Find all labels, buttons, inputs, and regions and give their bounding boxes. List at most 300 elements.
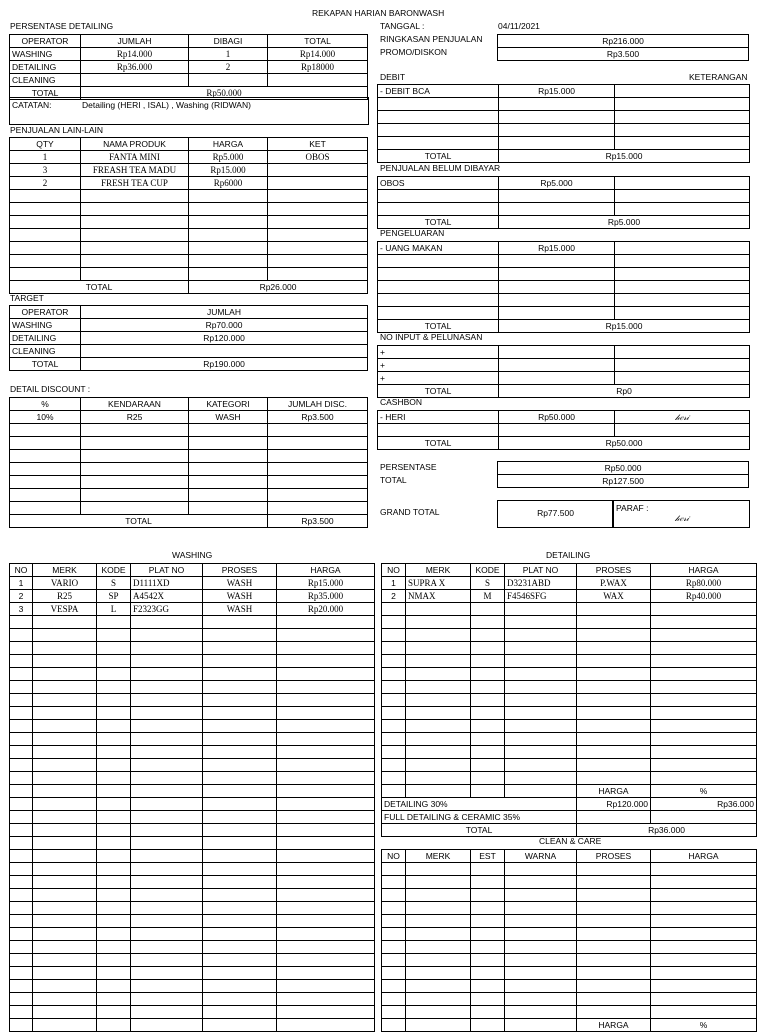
empty-cell bbox=[382, 655, 406, 668]
empty-cell bbox=[615, 124, 750, 137]
empty-cell bbox=[651, 967, 757, 980]
summary-row bbox=[382, 811, 757, 824]
cell: WASH bbox=[203, 590, 277, 603]
empty-row bbox=[10, 255, 368, 268]
cell bbox=[189, 74, 268, 87]
empty-cell bbox=[406, 889, 471, 902]
empty-row bbox=[10, 759, 375, 772]
header-cell: KATEGORI bbox=[189, 398, 268, 411]
grand-total-value: Rp77.500 bbox=[537, 508, 574, 518]
cell bbox=[81, 345, 368, 358]
empty-cell bbox=[97, 876, 131, 889]
empty-cell bbox=[382, 967, 406, 980]
empty-row bbox=[10, 811, 375, 824]
cell bbox=[378, 424, 499, 437]
empty-cell bbox=[615, 294, 750, 307]
input-heading: NO INPUT & PELUNASAN bbox=[380, 332, 483, 342]
empty-cell bbox=[10, 242, 81, 255]
table-row bbox=[378, 85, 750, 98]
empty-cell bbox=[131, 785, 203, 798]
total-label: TOTAL bbox=[378, 437, 499, 450]
empty-cell bbox=[471, 967, 505, 980]
empty-cell bbox=[97, 642, 131, 655]
empty-cell bbox=[277, 616, 375, 629]
empty-cell bbox=[203, 1019, 277, 1032]
empty-cell bbox=[378, 124, 499, 137]
header-cell: MERK bbox=[406, 564, 471, 577]
empty-cell bbox=[577, 681, 651, 694]
empty-row bbox=[10, 642, 375, 655]
empty-cell bbox=[97, 772, 131, 785]
empty-cell bbox=[189, 437, 268, 450]
cell bbox=[499, 359, 615, 372]
grand-total-label: GRAND TOTAL bbox=[380, 507, 440, 517]
empty-cell bbox=[97, 733, 131, 746]
header-cell: DIBAGI bbox=[189, 35, 268, 48]
empty-cell bbox=[10, 616, 33, 629]
empty-cell bbox=[651, 642, 757, 655]
empty-cell bbox=[33, 772, 97, 785]
empty-cell bbox=[651, 863, 757, 876]
empty-cell bbox=[615, 307, 750, 320]
table-row bbox=[10, 61, 368, 74]
empty-cell bbox=[131, 850, 203, 863]
empty-cell bbox=[651, 629, 757, 642]
empty-cell bbox=[382, 902, 406, 915]
empty-cell bbox=[203, 759, 277, 772]
empty-cell bbox=[10, 450, 81, 463]
header-cell: OPERATOR bbox=[10, 306, 81, 319]
header-cell: KET bbox=[268, 138, 368, 151]
empty-cell bbox=[97, 967, 131, 980]
empty-cell bbox=[97, 798, 131, 811]
total-label: TOTAL bbox=[378, 150, 499, 163]
empty-row bbox=[10, 824, 375, 837]
header-cell: HARGA bbox=[277, 564, 375, 577]
empty-cell bbox=[33, 824, 97, 837]
empty-cell bbox=[131, 993, 203, 1006]
cell bbox=[268, 177, 368, 190]
empty-cell bbox=[33, 629, 97, 642]
empty-cell bbox=[499, 268, 615, 281]
empty-cell bbox=[471, 915, 505, 928]
total-value: Rp50.000 bbox=[81, 87, 368, 100]
empty-cell bbox=[505, 759, 577, 772]
cell: Rp15.000 bbox=[499, 242, 615, 255]
empty-cell bbox=[81, 268, 189, 281]
empty-cell bbox=[203, 915, 277, 928]
empty-cell bbox=[382, 1006, 406, 1019]
empty-rows bbox=[10, 190, 368, 281]
empty-cell bbox=[651, 655, 757, 668]
empty-cell bbox=[382, 720, 406, 733]
total-value: Rp0 bbox=[499, 385, 750, 398]
empty-cell bbox=[131, 824, 203, 837]
cashbon-table bbox=[377, 410, 750, 450]
empty-cell bbox=[33, 928, 97, 941]
empty-row bbox=[378, 190, 750, 203]
empty-cell bbox=[203, 785, 277, 798]
empty-cell bbox=[10, 268, 81, 281]
empty-row bbox=[382, 772, 757, 785]
cell: 2 bbox=[382, 590, 406, 603]
empty-cell bbox=[651, 746, 757, 759]
table-row bbox=[378, 411, 750, 424]
empty-cell bbox=[203, 967, 277, 980]
paraf-box bbox=[612, 500, 750, 528]
empty-row bbox=[10, 681, 375, 694]
empty-cell bbox=[268, 190, 368, 203]
empty-row bbox=[382, 902, 757, 915]
empty-cell bbox=[10, 785, 33, 798]
empty-cell bbox=[471, 733, 505, 746]
empty-cell bbox=[499, 124, 615, 137]
table-row bbox=[378, 177, 750, 190]
header-cell: TOTAL bbox=[268, 35, 368, 48]
empty-row bbox=[382, 863, 757, 876]
total-label: TOTAL bbox=[10, 515, 268, 528]
empty-cell bbox=[277, 642, 375, 655]
empty-cell bbox=[33, 733, 97, 746]
empty-cell bbox=[268, 437, 368, 450]
empty-row bbox=[10, 772, 375, 785]
cell: S bbox=[97, 577, 131, 590]
empty-row bbox=[378, 255, 750, 268]
empty-cell bbox=[277, 759, 375, 772]
discount-heading: DETAIL DISCOUNT : bbox=[10, 384, 91, 394]
header-cell: EST bbox=[471, 850, 505, 863]
empty-cell bbox=[10, 694, 33, 707]
empty-cell bbox=[406, 733, 471, 746]
empty-cell bbox=[382, 863, 406, 876]
paraf-label: PARAF : bbox=[616, 503, 649, 513]
total-row bbox=[10, 515, 368, 528]
cell: FREASH TEA MADU bbox=[81, 164, 189, 177]
table-row bbox=[10, 345, 368, 358]
table-row bbox=[10, 577, 375, 590]
empty-cell bbox=[33, 668, 97, 681]
table-header-row bbox=[10, 35, 368, 48]
summary-table bbox=[497, 461, 749, 488]
empty-cell bbox=[203, 772, 277, 785]
cell: Rp50.000 bbox=[499, 411, 615, 424]
empty-cell bbox=[203, 720, 277, 733]
empty-cell bbox=[577, 642, 651, 655]
header-cell: WARNA bbox=[505, 850, 577, 863]
table-row bbox=[10, 48, 368, 61]
empty-cell bbox=[505, 707, 577, 720]
empty-cell bbox=[577, 720, 651, 733]
empty-cell bbox=[378, 98, 499, 111]
empty-cell bbox=[97, 928, 131, 941]
empty-cell bbox=[33, 655, 97, 668]
empty-cell bbox=[406, 603, 471, 616]
empty-cell bbox=[505, 655, 577, 668]
empty-row bbox=[10, 1006, 375, 1019]
detailing-table bbox=[381, 563, 757, 837]
empty-cell bbox=[189, 502, 268, 515]
table-row bbox=[10, 319, 368, 332]
cell: Rp15.000 bbox=[189, 164, 268, 177]
empty-cell bbox=[471, 746, 505, 759]
empty-cell bbox=[203, 954, 277, 967]
empty-cell bbox=[505, 668, 577, 681]
cell: F4546SFG bbox=[505, 590, 577, 603]
empty-cell bbox=[268, 229, 368, 242]
lain-table bbox=[9, 137, 368, 294]
table-row bbox=[10, 603, 375, 616]
empty-cell bbox=[97, 668, 131, 681]
cell: WASHING bbox=[10, 319, 81, 332]
empty-cell bbox=[577, 603, 651, 616]
empty-cell bbox=[382, 642, 406, 655]
empty-cell bbox=[131, 902, 203, 915]
empty-row bbox=[382, 759, 757, 772]
pengeluaran-heading: PENGELUARAN bbox=[380, 228, 445, 238]
empty-cell bbox=[131, 720, 203, 733]
empty-cell bbox=[10, 863, 33, 876]
empty-row bbox=[382, 694, 757, 707]
empty-cell bbox=[499, 190, 615, 203]
empty-cell bbox=[505, 733, 577, 746]
cell: CLEANING bbox=[10, 74, 81, 87]
cell bbox=[499, 372, 615, 385]
empty-cell bbox=[131, 707, 203, 720]
empty-cell bbox=[406, 993, 471, 1006]
empty-cell bbox=[33, 967, 97, 980]
header-cell: MERK bbox=[33, 564, 97, 577]
table-row bbox=[378, 359, 750, 372]
empty-cell bbox=[505, 772, 577, 785]
empty-cell bbox=[382, 954, 406, 967]
empty-cell bbox=[378, 294, 499, 307]
empty-cell bbox=[471, 993, 505, 1006]
empty-row bbox=[382, 746, 757, 759]
empty-cell bbox=[97, 759, 131, 772]
empty-cell bbox=[277, 681, 375, 694]
empty-cell bbox=[471, 694, 505, 707]
clean-heading: CLEAN & CARE bbox=[539, 836, 602, 846]
header-cell: PROSES bbox=[577, 564, 651, 577]
header-cell: HARGA bbox=[189, 138, 268, 151]
empty-cell bbox=[382, 681, 406, 694]
cell: Rp6000 bbox=[189, 177, 268, 190]
table-row bbox=[10, 411, 368, 424]
empty-cell bbox=[651, 772, 757, 785]
empty-cell bbox=[10, 941, 33, 954]
empty-row bbox=[10, 967, 375, 980]
empty-cell bbox=[33, 993, 97, 1006]
cell: WASH bbox=[203, 577, 277, 590]
empty-cell bbox=[471, 668, 505, 681]
empty-cell bbox=[577, 668, 651, 681]
empty-cell bbox=[189, 229, 268, 242]
empty-cell bbox=[203, 824, 277, 837]
empty-cell bbox=[277, 785, 375, 798]
empty-cell bbox=[10, 437, 81, 450]
empty-cell bbox=[505, 1006, 577, 1019]
empty-row bbox=[378, 307, 750, 320]
empty-cell bbox=[615, 255, 750, 268]
table-row bbox=[10, 164, 368, 177]
cell: Rp80.000 bbox=[651, 577, 757, 590]
empty-cell bbox=[10, 902, 33, 915]
empty-cell bbox=[97, 1019, 131, 1032]
cell: Rp15.000 bbox=[277, 577, 375, 590]
empty-cell bbox=[577, 967, 651, 980]
empty-row bbox=[10, 216, 368, 229]
header-cell: NO bbox=[10, 564, 33, 577]
ringkasan-value: Rp216.000 bbox=[498, 35, 749, 48]
persentase-summary-label: PERSENTASE bbox=[380, 462, 437, 472]
cell: Rp40.000 bbox=[651, 590, 757, 603]
empty-cell bbox=[189, 190, 268, 203]
empty-cell bbox=[268, 476, 368, 489]
empty-cell bbox=[10, 655, 33, 668]
empty-row bbox=[382, 668, 757, 681]
empty-cell bbox=[577, 629, 651, 642]
empty-cell bbox=[277, 772, 375, 785]
promo-value: Rp3.500 bbox=[498, 48, 749, 61]
empty-cell bbox=[382, 876, 406, 889]
cell: Rp14.000 bbox=[268, 48, 368, 61]
empty-cell bbox=[406, 1006, 471, 1019]
empty-rows bbox=[382, 863, 757, 1019]
empty-cell bbox=[499, 98, 615, 111]
table-row bbox=[378, 346, 750, 359]
cell bbox=[81, 74, 189, 87]
empty-cell bbox=[406, 928, 471, 941]
keterangan-label: KETERANGAN bbox=[689, 72, 748, 82]
empty-cell bbox=[505, 993, 577, 1006]
empty-cell bbox=[131, 681, 203, 694]
discount-table bbox=[9, 397, 368, 528]
cell bbox=[268, 74, 368, 87]
empty-cell bbox=[189, 268, 268, 281]
empty-cell bbox=[268, 424, 368, 437]
empty-cell bbox=[131, 928, 203, 941]
empty-cell bbox=[131, 915, 203, 928]
empty-cell bbox=[203, 863, 277, 876]
empty-row bbox=[378, 268, 750, 281]
empty-cell bbox=[382, 603, 406, 616]
empty-cell bbox=[203, 707, 277, 720]
table-row bbox=[10, 177, 368, 190]
pengeluaran-table bbox=[377, 241, 750, 333]
empty-cell bbox=[277, 850, 375, 863]
cell: FRESH TEA CUP bbox=[81, 177, 189, 190]
tanggal-label: TANGGAL : bbox=[380, 21, 425, 31]
cell: OBOS bbox=[378, 177, 499, 190]
empty-cell bbox=[33, 954, 97, 967]
empty-row bbox=[10, 902, 375, 915]
empty-cell bbox=[97, 720, 131, 733]
empty-cell bbox=[406, 707, 471, 720]
promo-label: PROMO/DISKON bbox=[380, 47, 448, 57]
cell: - HERI bbox=[378, 411, 499, 424]
empty-cell bbox=[81, 502, 189, 515]
catatan-label: CATATAN: bbox=[12, 100, 52, 110]
empty-cell bbox=[10, 668, 33, 681]
empty-cell bbox=[97, 694, 131, 707]
empty-cell bbox=[406, 863, 471, 876]
total-label: TOTAL bbox=[378, 385, 499, 398]
empty-cell bbox=[277, 668, 375, 681]
harga-label: HARGA bbox=[577, 785, 651, 798]
empty-cell bbox=[499, 307, 615, 320]
empty-cell bbox=[268, 463, 368, 476]
cell: 2 bbox=[10, 177, 81, 190]
cell bbox=[615, 242, 750, 255]
empty-cell bbox=[499, 203, 615, 216]
washing-heading: WASHING bbox=[172, 550, 213, 560]
empty-cell bbox=[33, 915, 97, 928]
empty-cell bbox=[577, 941, 651, 954]
empty-cell bbox=[10, 837, 33, 850]
cell: 1 bbox=[189, 48, 268, 61]
empty-row bbox=[378, 98, 750, 111]
cell: S bbox=[471, 577, 505, 590]
empty-cell bbox=[406, 876, 471, 889]
empty-cell bbox=[406, 980, 471, 993]
empty-cell bbox=[277, 629, 375, 642]
empty-cell bbox=[577, 993, 651, 1006]
total-row bbox=[378, 150, 750, 163]
total-value: Rp26.000 bbox=[189, 281, 368, 294]
empty-cell bbox=[277, 733, 375, 746]
harga-header-row bbox=[382, 785, 757, 798]
empty-cell bbox=[268, 242, 368, 255]
signature-icon: 𝒽𝑒𝓇𝒾 bbox=[675, 514, 689, 523]
total-row bbox=[10, 358, 368, 371]
empty-cell bbox=[203, 681, 277, 694]
empty-cell bbox=[203, 655, 277, 668]
empty-cell bbox=[268, 450, 368, 463]
empty-cell bbox=[471, 642, 505, 655]
total-label: TOTAL bbox=[378, 216, 499, 229]
empty-cell bbox=[10, 424, 81, 437]
cell: Rp3.500 bbox=[268, 411, 368, 424]
empty-cell bbox=[499, 137, 615, 150]
empty-cell bbox=[10, 203, 81, 216]
empty-cell bbox=[505, 694, 577, 707]
total-value: Rp15.000 bbox=[499, 150, 750, 163]
empty-cell bbox=[471, 954, 505, 967]
cell bbox=[615, 85, 750, 98]
table-row bbox=[378, 372, 750, 385]
empty-cell bbox=[203, 668, 277, 681]
empty-cell bbox=[10, 733, 33, 746]
empty-cell bbox=[615, 190, 750, 203]
header-cell: HARGA bbox=[651, 564, 757, 577]
header-cell: QTY bbox=[10, 138, 81, 151]
cell: P.WAX bbox=[577, 577, 651, 590]
empty-cell bbox=[81, 437, 189, 450]
empty-row bbox=[382, 707, 757, 720]
empty-cell bbox=[651, 902, 757, 915]
empty-row bbox=[10, 655, 375, 668]
empty-row bbox=[10, 785, 375, 798]
empty-cell bbox=[81, 242, 189, 255]
empty-row bbox=[10, 476, 368, 489]
empty-row bbox=[382, 954, 757, 967]
empty-cell bbox=[277, 694, 375, 707]
empty-cell bbox=[131, 668, 203, 681]
empty-cell bbox=[203, 642, 277, 655]
empty-row bbox=[10, 242, 368, 255]
empty-cell bbox=[471, 889, 505, 902]
empty-cell bbox=[378, 111, 499, 124]
